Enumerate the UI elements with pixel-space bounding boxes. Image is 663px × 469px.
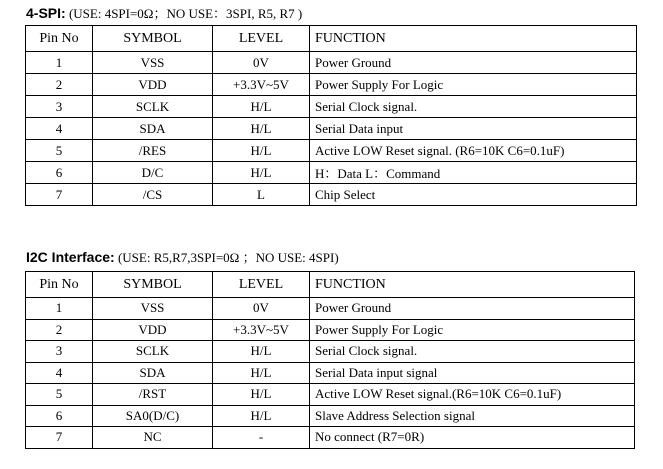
- symbol-cell: VDD: [93, 319, 213, 341]
- level-cell: H/L: [213, 140, 310, 162]
- table-row: [26, 298, 635, 320]
- header-symbol: SYMBOL: [93, 272, 213, 298]
- function-cell: Slave Address Selection signal: [310, 405, 635, 427]
- function-cell: Serial Data input signal: [310, 362, 635, 384]
- level-cell: -: [213, 427, 310, 449]
- pin-no-cell: 4: [26, 362, 93, 384]
- pin-no-cell: 7: [26, 184, 93, 206]
- symbol-cell: SDA: [93, 362, 213, 384]
- pin-no-cell: 6: [26, 162, 93, 184]
- level-cell: H/L: [213, 341, 310, 363]
- symbol-cell: SCLK: [93, 96, 213, 118]
- pin-no-cell: 2: [26, 74, 93, 96]
- table-row: [26, 384, 635, 406]
- level-cell: H/L: [213, 384, 310, 406]
- header-level: LEVEL: [213, 272, 310, 298]
- function-cell: Power Supply For Logic: [310, 319, 635, 341]
- table-row: [26, 184, 637, 206]
- symbol-cell: /RES: [93, 140, 213, 162]
- pin-no-cell: 2: [26, 319, 93, 341]
- pin-no-cell: 5: [26, 384, 93, 406]
- function-cell: Active LOW Reset signal. (R6=10K C6=0.1uF): [310, 140, 637, 162]
- symbol-cell: VSS: [93, 298, 213, 320]
- symbol-cell: SDA: [93, 118, 213, 140]
- level-cell: H/L: [213, 118, 310, 140]
- function-cell: Chip Select: [310, 184, 637, 206]
- symbol-cell: /RST: [93, 384, 213, 406]
- function-cell: Serial Clock signal.: [310, 341, 635, 363]
- pin-no-cell: 4: [26, 118, 93, 140]
- function-cell: Serial Data input: [310, 118, 637, 140]
- level-cell: H/L: [213, 162, 310, 184]
- table-header-row: [26, 26, 637, 52]
- header-pin-no: Pin No: [26, 272, 93, 298]
- function-cell: Power Supply For Logic: [310, 74, 637, 96]
- level-cell: H/L: [213, 362, 310, 384]
- pin-no-cell: 3: [26, 341, 93, 363]
- table-row: [26, 405, 635, 427]
- level-cell: H/L: [213, 96, 310, 118]
- function-cell: Power Ground: [310, 298, 635, 320]
- pin-no-cell: 5: [26, 140, 93, 162]
- table-row: [26, 162, 637, 184]
- spi-section-title: [26, 5, 302, 23]
- pin-no-cell: 7: [26, 427, 93, 449]
- level-cell: L: [213, 184, 310, 206]
- i2c-section-title: [26, 249, 339, 267]
- symbol-cell: /CS: [93, 184, 213, 206]
- symbol-cell: VDD: [93, 74, 213, 96]
- i2c-title-note: (USE: R5,R7,3SPI=0Ω ；NO USE: 4SPI): [114, 250, 339, 265]
- level-cell: 0V: [213, 52, 310, 74]
- function-cell: Power Ground: [310, 52, 637, 74]
- symbol-cell: SA0(D/C): [93, 405, 213, 427]
- table-row: [26, 341, 635, 363]
- level-cell: +3.3V~5V: [213, 319, 310, 341]
- table-row: [26, 52, 637, 74]
- header-function: FUNCTION: [310, 272, 635, 298]
- level-cell: +3.3V~5V: [213, 74, 310, 96]
- function-cell: Serial Clock signal.: [310, 96, 637, 118]
- table-row: [26, 140, 637, 162]
- symbol-cell: VSS: [93, 52, 213, 74]
- table-row: [26, 319, 635, 341]
- header-symbol: SYMBOL: [93, 26, 213, 52]
- spi-title-note: (USE: 4SPI=0Ω；NO USE：3SPI, R5, R7 ): [65, 6, 303, 21]
- spi-pin-table: [25, 25, 637, 206]
- function-cell: Active LOW Reset signal.(R6=10K C6=0.1uF): [310, 384, 635, 406]
- symbol-cell: NC: [93, 427, 213, 449]
- table-row: [26, 74, 637, 96]
- spi-title-label: 4-SPI:: [26, 5, 66, 21]
- table-header-row: [26, 272, 635, 298]
- table-row: [26, 362, 635, 384]
- level-cell: 0V: [213, 298, 310, 320]
- symbol-cell: SCLK: [93, 341, 213, 363]
- i2c-title-label: I2C Interface:: [26, 249, 115, 265]
- table-row: [26, 427, 635, 449]
- function-cell: No connect (R7=0R): [310, 427, 635, 449]
- table-row: [26, 96, 637, 118]
- i2c-pin-table: [25, 271, 635, 449]
- level-cell: H/L: [213, 405, 310, 427]
- symbol-cell: D/C: [93, 162, 213, 184]
- pin-no-cell: 1: [26, 298, 93, 320]
- pin-no-cell: 1: [26, 52, 93, 74]
- header-function: FUNCTION: [310, 26, 637, 52]
- table-row: [26, 118, 637, 140]
- header-pin-no: Pin No: [26, 26, 93, 52]
- pin-no-cell: 6: [26, 405, 93, 427]
- header-level: LEVEL: [213, 26, 310, 52]
- pin-no-cell: 3: [26, 96, 93, 118]
- function-cell: H：Data L：Command: [310, 162, 637, 184]
